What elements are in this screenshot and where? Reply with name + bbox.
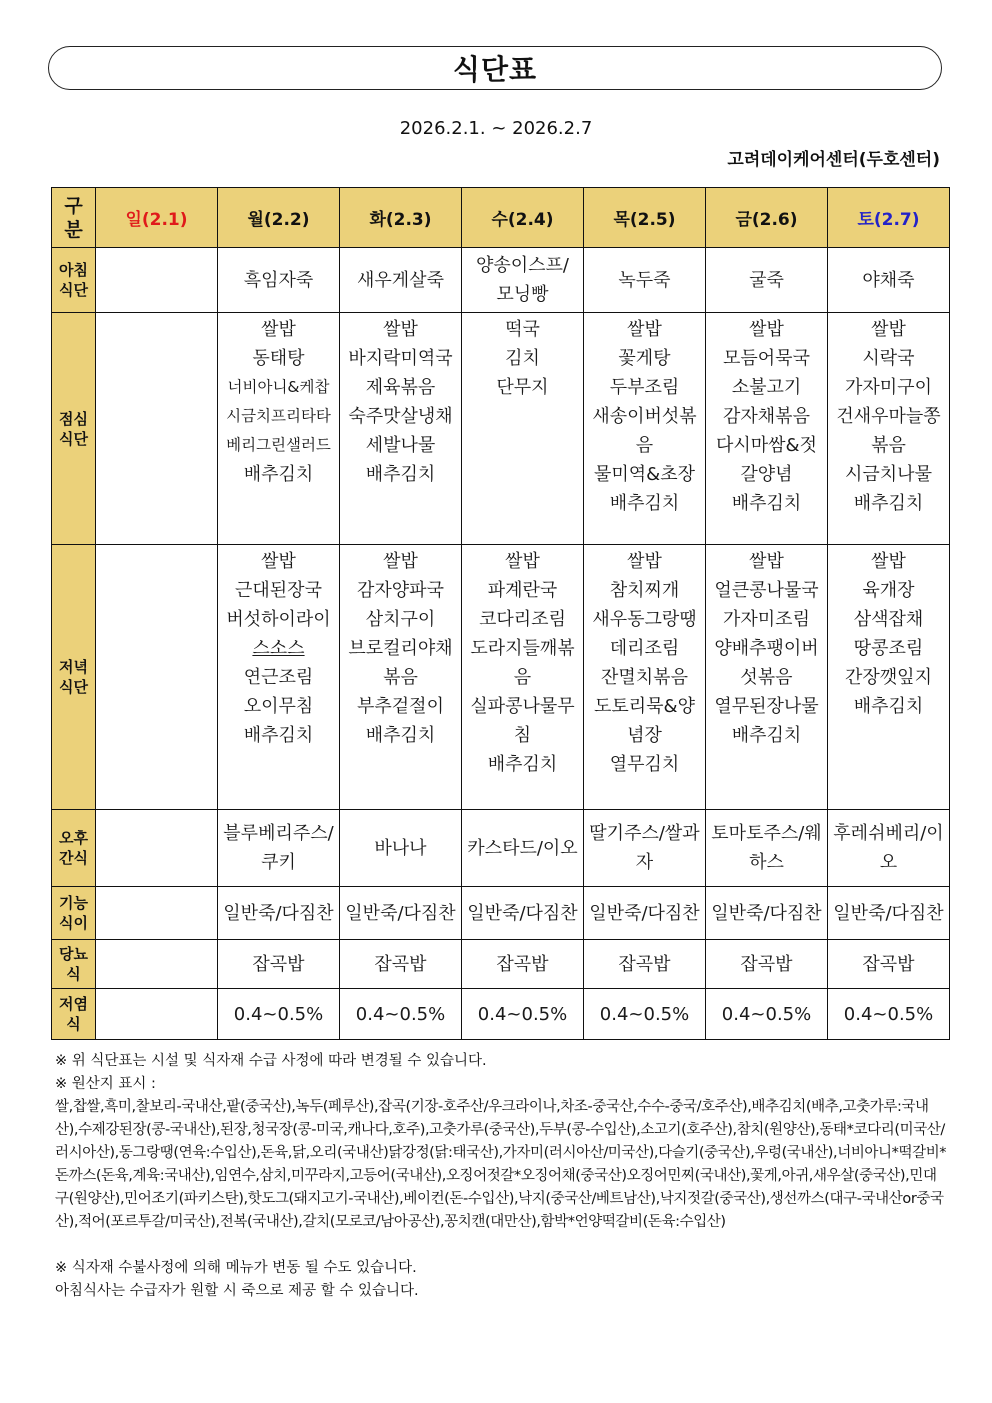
menu-item: 일반죽/다짐찬 (833, 902, 944, 924)
menu-item: 흑임자죽 (243, 269, 314, 291)
menu-cell-dinner-tue (340, 545, 462, 810)
menu-item: 제육볶음 (365, 377, 436, 398)
menu-cell-lunch-wed (462, 313, 584, 545)
row-label-snack: 오후 간식 (52, 810, 96, 887)
menu-item: 0.4~0.5% (843, 1003, 934, 1025)
menu-item: 쌀밥 (261, 551, 296, 572)
menu-cell-dinner-sun (96, 545, 218, 810)
menu-item: 코다리조림 (479, 609, 566, 630)
menu-item: 열무김치 (609, 754, 680, 775)
menu-item: 쌀밥 (505, 551, 540, 572)
menu-item: 섯볶음 (740, 667, 793, 688)
category-header: 구 분 (52, 188, 96, 248)
menu-item: 베리그린샐러드 (226, 436, 331, 454)
menu-cell-low-sodium-diet-sun (96, 989, 218, 1040)
menu-cell-diabetic-diet-tue (340, 940, 462, 989)
menu-item: 하스 (749, 852, 784, 873)
menu-item: 부추겉절이 (357, 696, 444, 717)
menu-item: 삼치구이 (365, 609, 436, 630)
menu-period: 2026.2.1. ~ 2026.2.7 (399, 118, 593, 139)
title-banner (48, 46, 942, 90)
menu-item: 물미역&초장 (594, 464, 695, 485)
menu-cell-low-sodium-diet-thu (584, 989, 706, 1040)
menu-item: 단무지 (496, 377, 549, 398)
menu-item: 실파콩나물무 (470, 696, 575, 717)
menu-item: 도라지들깨볶 (470, 638, 575, 659)
menu-item: 배추김치 (853, 493, 924, 514)
menu-cell-lunch-thu (584, 313, 706, 545)
menu-item: 새우게살죽 (357, 269, 444, 291)
menu-item: 배추김치 (487, 754, 558, 775)
menu-item: 일반죽/다짐찬 (345, 902, 456, 924)
menu-item: 0.4~0.5% (599, 1003, 690, 1025)
menu-item: 음 (513, 667, 532, 688)
menu-item: 음 (635, 435, 654, 456)
menu-item: 배추김치 (731, 493, 802, 514)
menu-item: 배추김치 (243, 725, 314, 746)
breakfast-notice: 아침식사는 수급자가 원할 시 죽으로 제공 할 수 있습니다. (55, 1283, 419, 1299)
header-row (52, 188, 950, 248)
menu-item: 참치찌개 (609, 580, 680, 601)
menu-cell-snack-sun (96, 810, 218, 887)
menu-item: 배추김치 (365, 725, 436, 746)
menu-item: 바나나 (374, 837, 427, 859)
menu-item: 일반죽/다짐찬 (711, 902, 822, 924)
menu-cell-dinner-mon (218, 545, 340, 810)
row-diabetic-diet (52, 940, 950, 989)
day-header-thu: 목(2.5) (584, 188, 706, 248)
menu-item: 쌀밥 (871, 551, 906, 572)
menu-item: 쌀밥 (749, 551, 784, 572)
day-header-sun: 일(2.1) (96, 188, 218, 248)
menu-item: 바지락미역국 (348, 348, 453, 369)
menu-cell-functional-diet-thu (584, 887, 706, 940)
row-label-low-sodium-diet: 저염 식 (52, 989, 96, 1040)
menu-cell-functional-diet-tue (340, 887, 462, 940)
menu-item: 버섯하이라이 (226, 609, 331, 630)
menu-item: 땅콩조림 (853, 638, 924, 659)
menu-item: 후레쉬베리/이 (833, 823, 944, 844)
row-label-diabetic-diet: 당뇨 식 (52, 940, 96, 989)
menu-cell-breakfast-wed (462, 248, 584, 313)
menu-cell-breakfast-mon (218, 248, 340, 313)
menu-item: 꽃게탕 (618, 348, 671, 369)
row-dinner (52, 545, 950, 810)
weekly-menu-table (51, 187, 950, 1040)
day-header-wed: 수(2.4) (462, 188, 584, 248)
menu-item: 근대된장국 (235, 580, 322, 601)
menu-item: 스소스 (252, 638, 305, 659)
menu-cell-functional-diet-mon (218, 887, 340, 940)
menu-item: 갈양념 (740, 464, 793, 485)
supply-notice: ※ 식자재 수불사정에 의해 메뉴가 변동 될 수도 있습니다. (55, 1260, 417, 1276)
menu-cell-functional-diet-sun (96, 887, 218, 940)
menu-cell-functional-diet-sat (828, 887, 950, 940)
menu-item: 새송이버섯볶 (592, 406, 697, 427)
menu-item: 얼큰콩나물국 (714, 580, 819, 601)
menu-item: 삼색잡채 (853, 609, 924, 630)
menu-item: 모닝빵 (496, 284, 549, 305)
menu-cell-lunch-sat (828, 313, 950, 545)
menu-item: 브로컬리야채 (348, 638, 453, 659)
row-lunch (52, 313, 950, 545)
menu-cell-functional-diet-wed (462, 887, 584, 940)
menu-item: 배추김치 (609, 493, 680, 514)
menu-cell-low-sodium-diet-sat (828, 989, 950, 1040)
menu-cell-snack-tue (340, 810, 462, 887)
row-functional-diet (52, 887, 950, 940)
menu-item: 도토리묵&양 (594, 696, 695, 717)
menu-item: 자 (635, 852, 654, 873)
menu-item: 시금치나물 (845, 464, 932, 485)
menu-item: 시금치프리타타 (226, 407, 331, 425)
menu-item: 동태탕 (252, 348, 305, 369)
menu-cell-snack-mon (218, 810, 340, 887)
menu-item: 시락국 (862, 348, 915, 369)
menu-item: 잔멸치볶음 (601, 667, 688, 688)
row-label-dinner: 저녁 식단 (52, 545, 96, 810)
menu-item: 두부조림 (609, 377, 680, 398)
menu-item: 딸기주스/쌀과 (589, 823, 700, 844)
menu-cell-diabetic-diet-thu (584, 940, 706, 989)
menu-cell-snack-fri (706, 810, 828, 887)
menu-item: 굴죽 (749, 269, 784, 291)
origin-title: ※ 원산지 표시 : (55, 1076, 156, 1092)
menu-item: 배추김치 (243, 464, 314, 485)
menu-item: 야채죽 (862, 269, 915, 291)
menu-cell-breakfast-tue (340, 248, 462, 313)
menu-item: 잡곡밥 (496, 953, 549, 975)
menu-item: 잡곡밥 (740, 953, 793, 975)
menu-cell-snack-sat (828, 810, 950, 887)
page-title: 식단표 (452, 53, 538, 86)
menu-item: 다시마쌈&젓 (716, 435, 817, 456)
menu-item: 간장깻잎지 (845, 667, 932, 688)
menu-item: 쿠키 (261, 852, 296, 873)
menu-item: 가자미조림 (723, 609, 810, 630)
row-label-lunch: 점심 식단 (52, 313, 96, 545)
menu-item: 너비아니&케찹 (227, 378, 330, 396)
menu-item: 쌀밥 (383, 319, 418, 340)
menu-item: 념장 (627, 725, 662, 746)
menu-cell-dinner-fri (706, 545, 828, 810)
menu-cell-low-sodium-diet-mon (218, 989, 340, 1040)
menu-item: 잡곡밥 (252, 953, 305, 975)
menu-cell-dinner-wed (462, 545, 584, 810)
menu-item: 육개장 (862, 580, 915, 601)
row-low-sodium-diet (52, 989, 950, 1040)
day-header-sat: 토(2.7) (828, 188, 950, 248)
menu-cell-breakfast-thu (584, 248, 706, 313)
menu-item: 잡곡밥 (374, 953, 427, 975)
menu-cell-lunch-tue (340, 313, 462, 545)
menu-cell-breakfast-sun (96, 248, 218, 313)
menu-item: 파계란국 (487, 580, 558, 601)
row-breakfast (52, 248, 950, 313)
menu-item: 0.4~0.5% (355, 1003, 446, 1025)
menu-item: 떡국 (505, 319, 540, 340)
menu-cell-diabetic-diet-wed (462, 940, 584, 989)
menu-item: 오이무침 (243, 696, 314, 717)
menu-item: 쌀밥 (627, 319, 662, 340)
menu-item: 일반죽/다짐찬 (223, 902, 334, 924)
origin-text: 쌀,찹쌀,흑미,찰보리-국내산,팥(중국산),녹두(페루산),잡곡(기장-호주산/우크라이나,차조-중국산,수수-중국/호주산),배추김치(배추,고춧가루:국내산),수제강된장(콩-국내산),된장,청국장(콩-미국,캐나다,호주),고춧가루(중국산),두부(콩-수입산),소고기(호주산),참치(원양산),동태*코다리(미국산/러시아산),동그랑땡(연육:수입산),돈육,닭,오리(국내산)닭강정(닭:태국산),가자미(러시아산/미국산),다슬기(중국산),우렁(국내산),너비아니*떡갈비*돈까스(돈육,계육:국내산),임연수,삼치,미꾸라지,고등어(국내산),오징어젓갈*오징어채(중국산)오징어민찌(국내산),꽃게,아귀,새우살(중국산),민대구(원양산),민어조기(파키스탄),핫도그(돼지고기-국내산),베이컨(돈-수입산),낙지(중국산/베트남산),낙지젓갈(중국산),생선까스(대구-국내산or중국산),적어(포르투갈/미국산),전복(국내산),갈치(모로코/남아공산),꽁치캔(대만산),함박*언양떡갈비(돈육:수입산) (55, 1099, 947, 1230)
notes-section (55, 1050, 950, 1303)
day-header-fri: 금(2.6) (706, 188, 828, 248)
menu-cell-lunch-mon (218, 313, 340, 545)
menu-item: 볶음 (383, 667, 418, 688)
row-label-breakfast: 아침 식단 (52, 248, 96, 313)
menu-item: 쌀밥 (749, 319, 784, 340)
menu-cell-diabetic-diet-fri (706, 940, 828, 989)
menu-item: 연근조림 (243, 667, 314, 688)
menu-item: 침 (513, 725, 532, 746)
menu-item: 쌀밥 (383, 551, 418, 572)
menu-cell-snack-wed (462, 810, 584, 887)
menu-item: 볶음 (871, 435, 906, 456)
row-snack (52, 810, 950, 887)
menu-item: 잡곡밥 (618, 953, 671, 975)
menu-item: 열무된장나물 (714, 696, 819, 717)
menu-cell-dinner-sat (828, 545, 950, 810)
menu-item: 일반죽/다짐찬 (589, 902, 700, 924)
menu-item: 0.4~0.5% (721, 1003, 812, 1025)
menu-item: 감자양파국 (357, 580, 444, 601)
menu-item: 소불고기 (731, 377, 802, 398)
center-name: 고려데이케어센터(두호센터) (727, 150, 940, 170)
menu-item: 세발나물 (365, 435, 436, 456)
menu-item: 가자미구이 (845, 377, 932, 398)
menu-item: 잡곡밥 (862, 953, 915, 975)
menu-item: 데리조림 (609, 638, 680, 659)
day-header-mon: 월(2.2) (218, 188, 340, 248)
menu-item: 쌀밥 (261, 319, 296, 340)
menu-item: 배추김치 (731, 725, 802, 746)
menu-item: 건새우마늘쫑 (836, 406, 941, 427)
menu-item: 숙주맛살냉채 (348, 406, 453, 427)
menu-item: 양송이스프/ (475, 255, 569, 276)
menu-item: 녹두죽 (618, 269, 671, 291)
menu-cell-low-sodium-diet-wed (462, 989, 584, 1040)
menu-item: 쌀밥 (627, 551, 662, 572)
menu-item: 김치 (505, 348, 540, 369)
menu-item: 새우동그랑땡 (592, 609, 697, 630)
menu-item: 양배추팽이버 (714, 638, 819, 659)
menu-item: 오 (879, 852, 898, 873)
menu-item: 쌀밥 (871, 319, 906, 340)
menu-cell-dinner-thu (584, 545, 706, 810)
menu-cell-breakfast-sat (828, 248, 950, 313)
menu-cell-diabetic-diet-sat (828, 940, 950, 989)
menu-item: 카스타드/이오 (467, 837, 578, 859)
row-label-functional-diet: 기능 식이 (52, 887, 96, 940)
menu-item: 배추김치 (365, 464, 436, 485)
menu-cell-lunch-fri (706, 313, 828, 545)
day-header-tue: 화(2.3) (340, 188, 462, 248)
menu-cell-diabetic-diet-sun (96, 940, 218, 989)
menu-cell-low-sodium-diet-fri (706, 989, 828, 1040)
menu-item: 일반죽/다짐찬 (467, 902, 578, 924)
menu-item: 감자채볶음 (723, 406, 810, 427)
change-notice: ※ 위 식단표는 시설 및 식자재 수급 사정에 따라 변경될 수 있습니다. (55, 1053, 487, 1069)
menu-item: 배추김치 (853, 696, 924, 717)
menu-cell-lunch-sun (96, 313, 218, 545)
menu-cell-functional-diet-fri (706, 887, 828, 940)
menu-cell-breakfast-fri (706, 248, 828, 313)
menu-item: 블루베리주스/ (223, 823, 334, 844)
menu-cell-low-sodium-diet-tue (340, 989, 462, 1040)
menu-cell-snack-thu (584, 810, 706, 887)
menu-item: 토마토주스/웨 (711, 823, 822, 844)
menu-item: 모듬어묵국 (723, 348, 810, 369)
menu-cell-diabetic-diet-mon (218, 940, 340, 989)
menu-item: 0.4~0.5% (233, 1003, 324, 1025)
menu-item: 0.4~0.5% (477, 1003, 568, 1025)
